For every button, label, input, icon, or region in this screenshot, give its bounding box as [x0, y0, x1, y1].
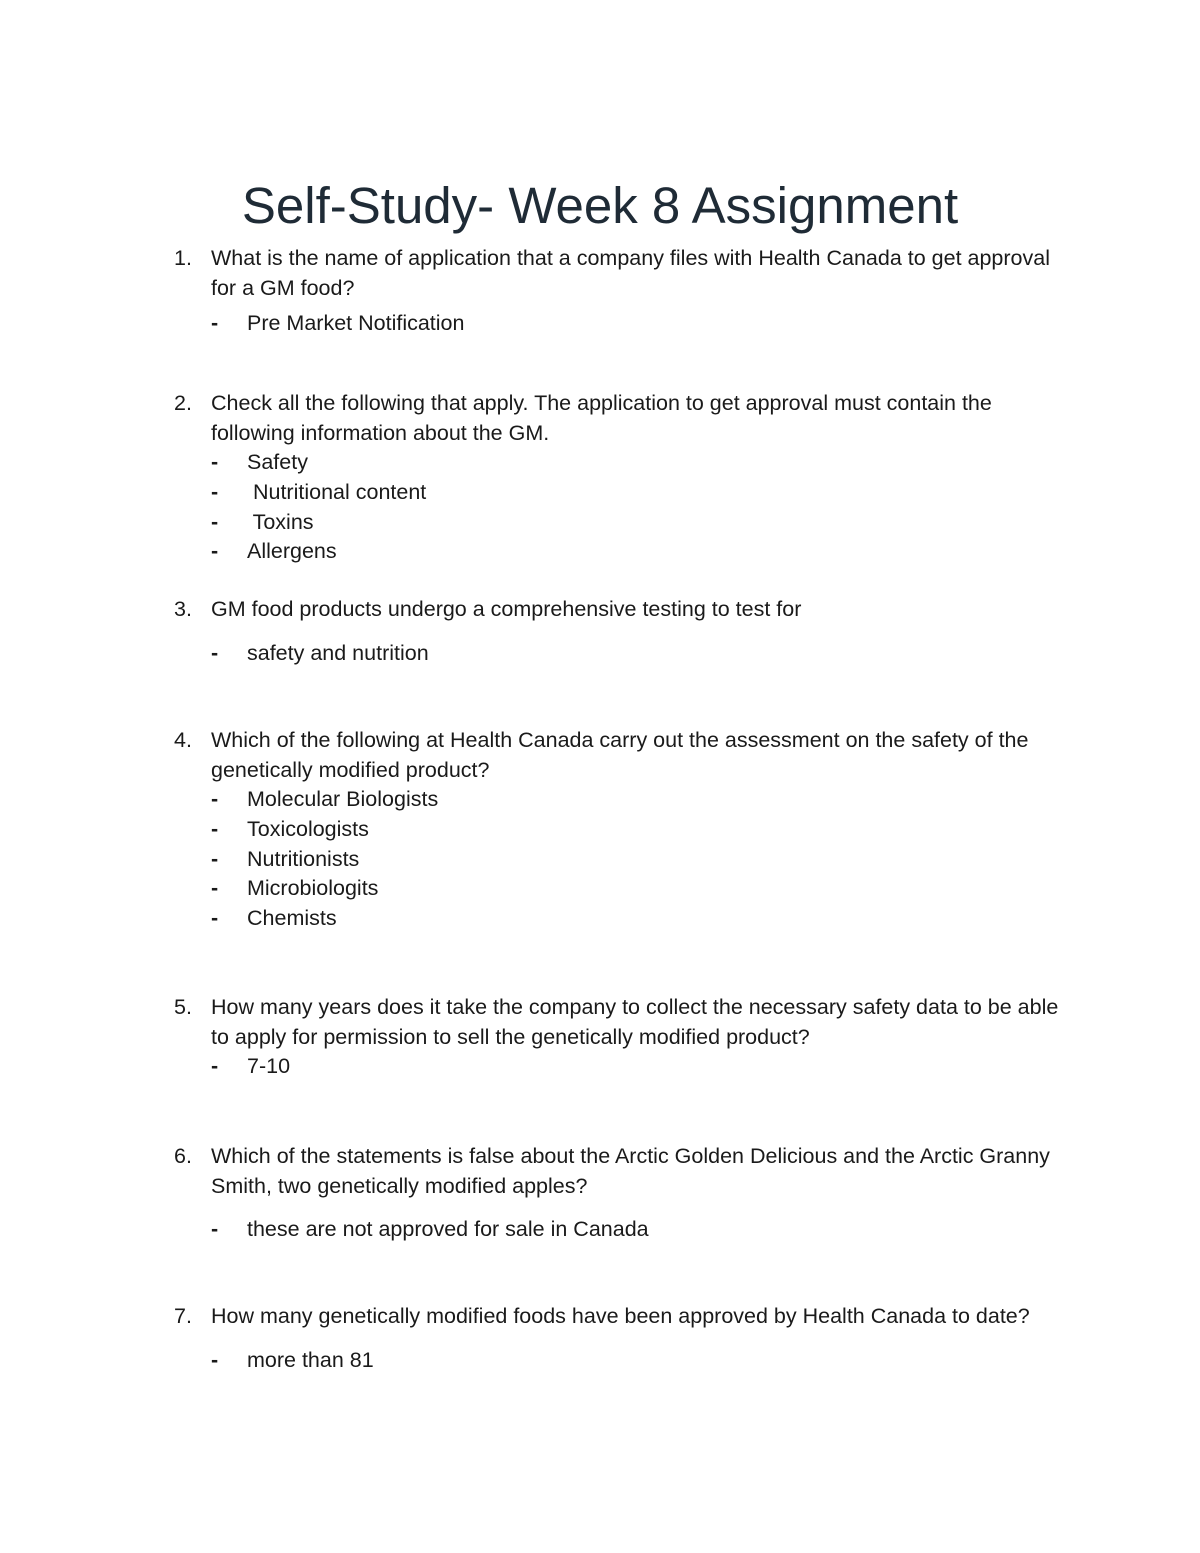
- dash-bullet: -: [211, 846, 219, 871]
- dash-bullet: -: [211, 1347, 219, 1372]
- answer-list: [211, 1346, 1081, 1376]
- answer-item: [211, 1052, 1081, 1082]
- question-number: 5.: [174, 995, 192, 1019]
- question-2: [174, 389, 1081, 567]
- answer-text: Chemists: [247, 906, 337, 931]
- answer-text: 7-10: [247, 1054, 291, 1078]
- question-number: 2.: [174, 391, 192, 415]
- question-text: How many years does it take the company to collect the necessary safety data to be able to apply for permission to sell the genetically modified product?: [211, 995, 1059, 1049]
- answer-item: [211, 478, 1081, 508]
- answer-item: [211, 845, 1081, 875]
- question-text: GM food products undergo a comprehensive testing to test for: [211, 597, 802, 621]
- answer-text: Nutritionists: [247, 846, 360, 871]
- question-number: 4.: [174, 728, 192, 752]
- question-number: 6.: [174, 1144, 192, 1168]
- dash-bullet: -: [211, 876, 219, 901]
- answer-text: these are not approved for sale in Canada: [247, 1217, 649, 1241]
- answer-item: [211, 874, 1081, 904]
- answer-text: Toxins: [247, 509, 314, 534]
- answer-item: [211, 448, 1081, 478]
- question-7: [174, 1302, 1081, 1375]
- answer-text: Nutritional content: [247, 479, 427, 504]
- dash-bullet: -: [211, 479, 219, 504]
- page-title: Self-Study- Week 8 Assignment: [241, 177, 959, 235]
- question-text: How many genetically modified foods have been approved by Health Canada to date?: [211, 1304, 1030, 1328]
- answer-list: [211, 1052, 1081, 1082]
- dash-bullet: -: [211, 640, 219, 665]
- dash-bullet: -: [211, 450, 219, 474]
- answer-item: [211, 309, 1081, 339]
- dash-bullet: -: [211, 509, 219, 534]
- answer-item: [211, 508, 1081, 538]
- answer-text: Safety: [247, 450, 308, 474]
- question-6: [174, 1142, 1081, 1245]
- answer-item: [211, 639, 1081, 669]
- answer-text: Toxicologists: [247, 816, 369, 841]
- question-number: 7.: [174, 1304, 192, 1328]
- question-3: [174, 595, 1081, 668]
- question-number: 1.: [174, 246, 192, 270]
- dash-bullet: -: [211, 1054, 219, 1078]
- dash-bullet: -: [211, 1217, 219, 1241]
- dash-bullet: -: [211, 787, 219, 811]
- answer-item: [211, 1346, 1081, 1376]
- answer-item: [211, 904, 1081, 934]
- question-5: [174, 993, 1081, 1082]
- answer-text: safety and nutrition: [247, 640, 429, 665]
- dash-bullet: -: [211, 311, 219, 335]
- answer-item: [211, 537, 1081, 567]
- question-text: Which of the following at Health Canada carry out the assessment on the safety of the genetically modified product?: [211, 728, 1029, 782]
- answer-list: [211, 785, 1081, 934]
- answer-text: Microbiologits: [247, 876, 379, 901]
- question-number: 3.: [174, 597, 192, 621]
- question-text: Check all the following that apply. The application to get approval must contain the following information about the GM.: [211, 391, 992, 445]
- answer-text: Molecular Biologists: [247, 787, 439, 811]
- answer-item: [211, 785, 1081, 815]
- question-text: What is the name of application that a company files with Health Canada to get approval for a GM food?: [211, 246, 1050, 300]
- answer-list: [211, 309, 1081, 339]
- answer-text: Pre Market Notification: [247, 311, 465, 335]
- dash-bullet: -: [211, 539, 219, 564]
- question-1: [174, 244, 1081, 339]
- dash-bullet: -: [211, 906, 219, 931]
- answer-list: [211, 1215, 1081, 1245]
- answer-text: Allergens: [247, 539, 337, 564]
- answer-list: [211, 448, 1081, 567]
- answer-item: [211, 1215, 1081, 1245]
- question-text: Which of the statements is false about the Arctic Golden Delicious and the Arctic Granny Smith, two genetically modified apples?: [211, 1144, 1050, 1198]
- question-4: [174, 726, 1081, 934]
- answer-list: [211, 639, 1081, 669]
- answer-text: more than 81: [247, 1347, 374, 1372]
- dash-bullet: -: [211, 816, 219, 841]
- answer-item: [211, 815, 1081, 845]
